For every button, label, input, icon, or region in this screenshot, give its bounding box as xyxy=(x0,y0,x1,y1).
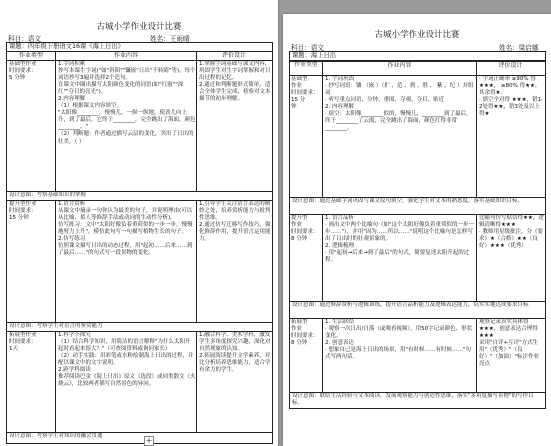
row1-design-intent: 设计意图：考察基础知识的掌握 xyxy=(9,192,87,198)
header-type: 作业类型 xyxy=(18,52,43,59)
row3-type: 拓展型作业 时间要求： 1天 xyxy=(9,332,37,353)
assignment-table xyxy=(6,42,273,444)
r-row2-evaluation: 比喻句仿写贴切得★★，逻辑清晰得★★★ · 教师用星级批注，分《要求》★（合格）★★（良好）★★★（优秀） xyxy=(479,215,544,250)
r-row1-content: 1. 字词巩固 · 抄写词语：镶 （嵌 ）（扩 、范 、刹 、胜 、 紫 、纪 ）并组词 · 听写重点词语，分钟、重围、夺观、夺目、贴近 2. 内容理解 · 填空：太阳像________似的，慢慢儿，________到了最后，终于________了云霞，完全跳出了海面，颜色红得非常________。 xyxy=(325,76,474,132)
r-row1-design-intent: 设计意图：通过基础字词巩固与课文原句填空，强化学生对文本的熟悉度，落实基础知识目标。 xyxy=(292,198,524,204)
row3-evaluation: 1.融合科学、美术学科，激发学生多角度探究兴趣，深化对自然现象的认知。 2.拓展阅读提升文学素养，对比分析培养思维能力，适合学有余力的学生。 xyxy=(199,332,271,374)
row2-content: 1.语言赏析 从课文中摘录一句你认为最美的句子，并说明理由(可以从比喻、拟人等修辞手法或动词的生动性分析)。 仿写练习：文中"太阳好像负着重荷似的一步一步，慢慢地努力上升"，模仿此句写一句描写植物生长的句子。 2.仿写练习 仿照课文描写日出的动态过程，用"起初……后来……到了最后……"的句式写一段景物的变化。 xyxy=(58,201,193,257)
row2-type: 提升型作业 时间要求： 15 分钟 xyxy=(9,201,37,222)
r-row3-content: 1. 生活联结 · 观察一次日出/日落（或观看视频），用50字记录颜色、形状变化。 2. 创意表达 · 想象自己是海上日出的场景，用"有时候……有时候……"句式写两句话。 xyxy=(325,319,473,361)
row1-type: 基础型作业 时间要求： 5 分钟 xyxy=(9,61,37,82)
row1-evaluation: 1.掌握字词基础与课文内容，巩固学生对生字词掌握和对日出过程的记忆。 2.通过和判断题形式简单，适合全体学生完成，检验对文本描节的初步理解。 xyxy=(199,61,271,103)
author-name-right: 姓名：梁启娜 xyxy=(499,44,539,52)
author-name: 姓名：王雨晴 xyxy=(150,35,190,43)
r-row1-evaluation: · 字词正确率 ≥90% 得 ★★★， ≥80% 得★★，其余得★。 · 填空全对得 ★★★，错1-2处得★★，错3处及以上得★ xyxy=(479,76,544,118)
lesson-title-right: 课题：海上日出 xyxy=(290,52,545,61)
r-row3-design-intent: 设计意图：联结生活经验与文本阅读，发展观察能力与创造性思维，落实"多角度描写景物"的写作目标。 xyxy=(292,393,534,407)
row2-evaluation: 1.引导学生关注语言表达的精妙之处，培养赏析能力与批判性思维。 2.通过仿写迁移写作技巧，强化修辞作用，提升语言运用能力。 xyxy=(199,201,271,243)
subject-label: 科目：语文 xyxy=(8,35,41,43)
header-evaluation: 评价设计 xyxy=(221,52,246,59)
header-type-right: 作业类型 xyxy=(294,62,318,68)
subject-label-right: 科目：语文 xyxy=(291,44,324,52)
header-content-right: 作业内容 xyxy=(387,62,412,69)
row2-design-intent: 设计意图：考察学生对语言的鉴赏能力 xyxy=(9,323,103,329)
r-row1-type: 基础型 作业 时间要求： 15 分 钟 xyxy=(291,76,319,111)
add-page-button[interactable]: + xyxy=(145,436,153,445)
row3-design-intent: 设计意图：考察学生对知识的融会贯通 xyxy=(9,433,103,439)
assignment-table-right xyxy=(289,51,546,409)
right-document-page xyxy=(283,14,551,446)
r-row2-design-intent: 设计意图：通过修辞赏析与逻辑训练，提升语言品析能力及逻辑表达能力，培实实地达成要求目标 xyxy=(292,302,529,308)
page-title-right: 古城小学作业设计比赛 xyxy=(374,30,460,40)
row3-content: 1.科学小探究 （1）结合科学知识，用简洁的语言解释"为什么太阳升起时看起来很大？"（可查阅资料或询问家长） （2）动手实践：用彩笔或水粉绘制海上日出的过程，并配以课文中的文字说明。 2.跨学科阅读 推荐阅读巴金《海上日出》原文（选段）或同类散文《火烧云》，比较两者描写自然景色的异同。 xyxy=(58,332,196,388)
header-content: 作业内容 xyxy=(113,52,138,59)
page-title: 古城小学作业设计比赛 xyxy=(96,22,182,32)
r-row3-type: 拓展型 作业 时间要求： 8 分钟 xyxy=(291,319,319,347)
row1-content: 1.字词积累 抄写本课生字词("如"斜阳""镰嵌"日出"不转睛"等)，每个词语抄写3遍并选择2个造句。 在课文中圈出描写太阳颜色变化的词语(如"红霞""深红""夺目的亮光")。 2.内容理解 （1）根据课文内容填空。 "太阳像________，慢慢儿，一纵一纵地，使劲儿向上升，到了最后，它终于________，完全跳出了海面，颜色________。" （2）判断题：作者通过描写云层的变化，突出了日出的壮美。（ ） xyxy=(58,61,196,145)
r-row2-content: 1. 语言品析 · 画出文中两个比喻句（如"这个太阳好像负着重荷似的一步一步……"），并用"因为……所以……"说明这个比喻句是怎样写出了日出时的壮观景象的。 2. 逻辑梳理 · 用"起初→后来→到了最后"的句式，简要复述太阳升起的过程。 xyxy=(325,215,475,264)
lesson-title: 课题：四年级下册语文16课《海上日出》 xyxy=(7,43,272,52)
r-row2-type: 提升型 作业 时间要求： 8 分钟 xyxy=(291,215,319,243)
r-row3-evaluation: 观察记录真实具体得★★★，创意表达合理得★★★ 采用"自评+互评"方式生用"（优秀）"（良好）"（加油）"标注作业亮点 xyxy=(479,319,540,368)
header-evaluation-right: 评价设计 xyxy=(498,62,523,69)
